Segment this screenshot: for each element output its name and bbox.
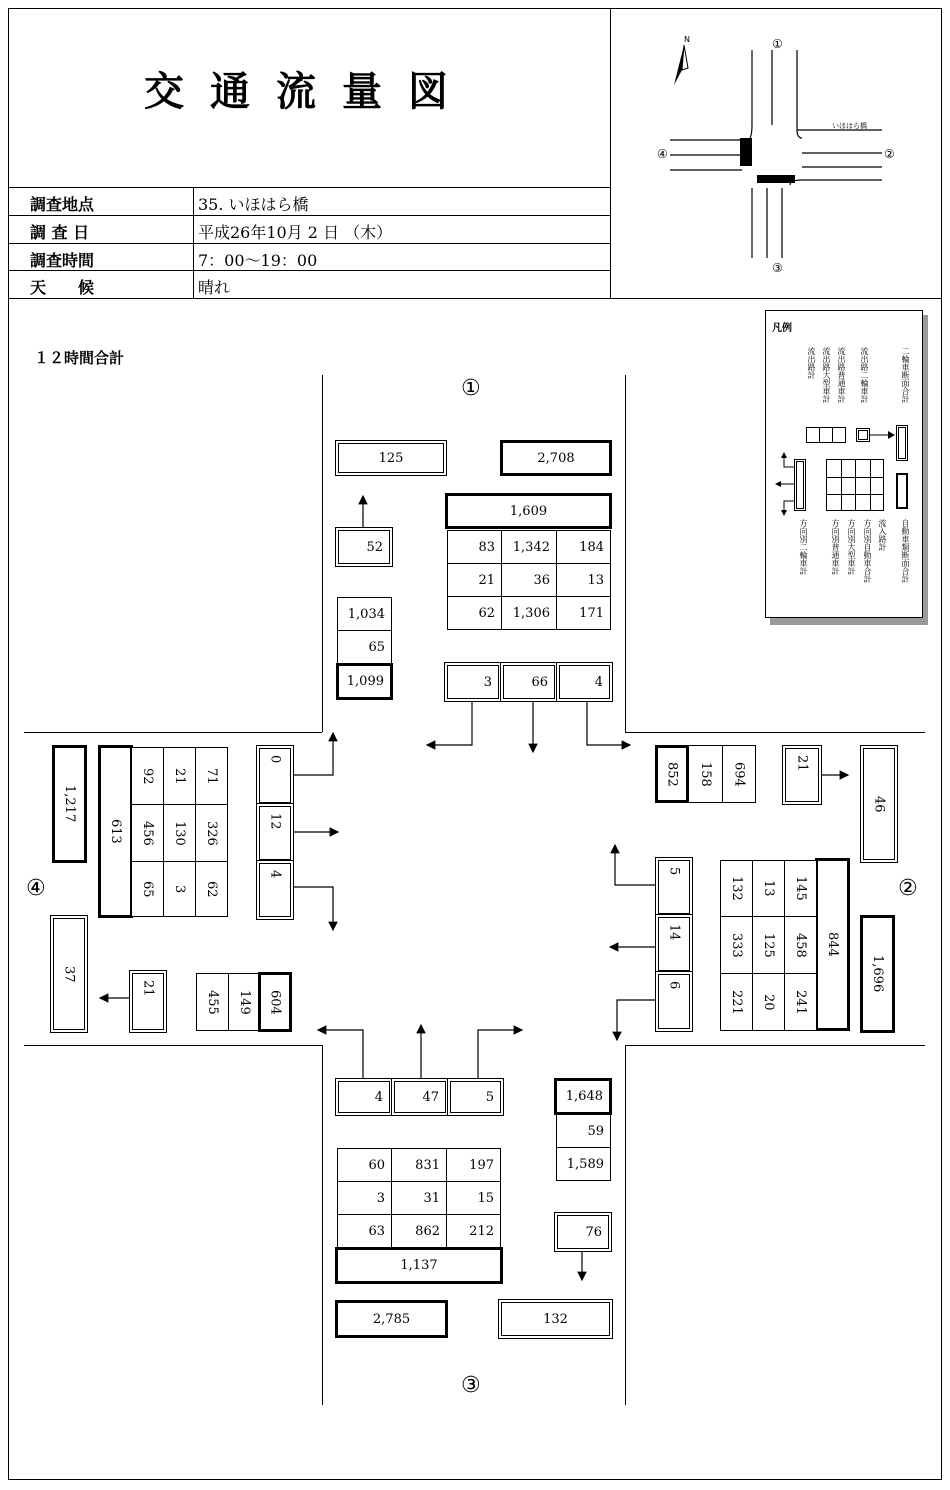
- a4-auto-section: 1,217: [52, 745, 87, 863]
- a1-in-total: 1,609: [445, 493, 612, 529]
- a3-dir-motorcycle: 47: [391, 1078, 449, 1116]
- a3-dir-motorcycle: 4: [335, 1078, 393, 1116]
- a2-out-large: 158: [688, 745, 723, 803]
- location-value: 35. いほはら橋: [198, 195, 309, 214]
- a3-out-motorcycle: 76: [554, 1212, 612, 1252]
- time-value: 7：00～19：00: [198, 251, 318, 270]
- a4-in-total: 613: [98, 745, 133, 918]
- a3-dir-regular: 862: [391, 1214, 447, 1248]
- a2-auto-section: 1,696: [860, 915, 895, 1033]
- a2-dir-auto: 333: [720, 916, 753, 974]
- north-label: N: [684, 35, 690, 44]
- header-bottom-rule: [8, 298, 942, 299]
- info-rule-1: [8, 187, 610, 188]
- a4-motorcycle-section: 37: [50, 915, 88, 1033]
- location-map: [612, 10, 940, 296]
- a4-dir-auto: 456: [131, 804, 164, 862]
- a1-out-motorcycle: 52: [335, 527, 393, 567]
- a3-dir-large: 31: [391, 1181, 447, 1215]
- approach-1-label: ①: [461, 376, 481, 401]
- road-edge: [625, 375, 626, 732]
- map-approach-1: ①: [772, 37, 783, 51]
- a3-out-large: 59: [556, 1114, 611, 1148]
- a3-dir-regular: 63: [337, 1214, 392, 1248]
- a1-dir-auto: 1,342: [501, 530, 557, 564]
- a4-dir-regular: 326: [195, 804, 228, 862]
- road-edge: [625, 1045, 626, 1405]
- legend-out-motorcycle: 流出路二輪車計: [860, 347, 869, 403]
- a4-dir-motorcycle: 0: [256, 745, 294, 806]
- map-approach-3: ③: [772, 261, 783, 275]
- north-arrow-icon: [674, 35, 690, 85]
- a4-dir-motorcycle: 4: [256, 860, 294, 920]
- a2-out-total: 852: [655, 745, 689, 803]
- a1-dir-large: 21: [447, 563, 502, 597]
- a2-dir-large: 13: [752, 860, 785, 917]
- a2-dir-auto: 132: [720, 860, 753, 917]
- a2-dir-regular: 145: [784, 860, 817, 917]
- a2-dir-regular: 241: [784, 973, 817, 1031]
- a1-dir-regular: 1,306: [501, 596, 557, 630]
- weather-value: 晴れ: [198, 278, 231, 297]
- a4-dir-auto: 92: [131, 747, 164, 805]
- a2-dir-large: 20: [752, 973, 785, 1031]
- header-divider: [610, 8, 611, 298]
- legend-out-boxes: [806, 427, 846, 443]
- a2-dir-auto: 221: [720, 973, 753, 1031]
- date-label: 調 査 日: [30, 223, 90, 242]
- road-edge: [24, 732, 322, 733]
- period-label: １２時間合計: [34, 349, 125, 367]
- a2-dir-motorcycle: 14: [655, 914, 693, 974]
- time-label: 調査時間: [30, 251, 95, 270]
- a1-motorcycle-section: 125: [335, 440, 447, 476]
- a3-motorcycle-section: 132: [498, 1299, 613, 1339]
- road-edge: [322, 375, 323, 732]
- legend-in-total: 流入路計: [878, 519, 887, 551]
- road-edge: [625, 1045, 925, 1046]
- info-rule-2: [8, 215, 610, 216]
- a1-dir-regular: 171: [556, 596, 611, 630]
- a3-dir-auto: 60: [337, 1148, 392, 1182]
- legend-out-total: 流出路計: [807, 347, 816, 379]
- approach-2-label: ②: [898, 876, 918, 901]
- a2-dir-large: 125: [752, 916, 785, 974]
- legend-dir-motorcycle: 方向別二輪車計: [799, 519, 808, 575]
- a4-dir-large: 21: [163, 747, 196, 805]
- a1-dir-large: 36: [501, 563, 557, 597]
- a4-dir-regular: 71: [195, 747, 228, 805]
- date-value: 平成26年10月 2 日 （木）: [198, 223, 393, 242]
- a4-out-total: 604: [258, 972, 292, 1032]
- a1-auto-section: 2,708: [500, 440, 612, 476]
- crosswalk-south: [757, 175, 795, 183]
- legend-dir-auto: 方向別自動車合計: [863, 519, 872, 583]
- legend-direction-grid: [826, 459, 884, 511]
- a1-dir-motorcycle: 66: [500, 662, 558, 702]
- a4-dir-motorcycle: 12: [256, 803, 294, 863]
- map-approach-2: ②: [884, 147, 895, 161]
- legend-out-regular: 流出路普通車計: [837, 347, 846, 403]
- a1-dir-regular: 62: [447, 596, 502, 630]
- crosswalk-west: [740, 138, 752, 166]
- legend-auto-section-box: [896, 473, 908, 509]
- a3-dir-large: 3: [337, 1181, 392, 1215]
- a1-dir-auto: 83: [447, 530, 502, 564]
- legend-dir-regular: 方向別普通車計: [831, 519, 840, 575]
- legend-title: 凡例: [772, 323, 792, 334]
- road-edge: [625, 732, 925, 733]
- a1-dir-auto: 184: [556, 530, 611, 564]
- a2-dir-motorcycle: 6: [655, 971, 693, 1032]
- a4-out-large: 149: [228, 973, 261, 1031]
- a4-out-regular: 455: [196, 973, 229, 1031]
- a3-out-regular: 1,589: [556, 1147, 611, 1181]
- approach-4-label: ④: [26, 876, 46, 901]
- a4-dir-regular: 62: [195, 861, 228, 917]
- a3-dir-auto: 197: [446, 1148, 501, 1182]
- a1-out-large: 65: [337, 630, 392, 664]
- a4-out-motorcycle: 21: [129, 970, 167, 1033]
- a2-in-total: 844: [815, 858, 850, 1031]
- a2-dir-regular: 458: [784, 916, 817, 974]
- map-approach-4: ④: [657, 147, 668, 161]
- a2-dir-motorcycle: 5: [655, 857, 693, 917]
- road-edge: [24, 1045, 322, 1046]
- road-edge: [322, 1045, 323, 1405]
- legend-motorcycle-section: 二輪車断面合計: [901, 347, 910, 403]
- a3-dir-regular: 212: [446, 1214, 501, 1248]
- legend-auto-section: 自動車類断面合計: [901, 519, 910, 583]
- a1-dir-large: 13: [556, 563, 611, 597]
- legend-out-large: 流出路大型車計: [822, 347, 831, 403]
- a3-auto-section: 2,785: [335, 1300, 448, 1338]
- legend-motorcycle-section-box: [896, 425, 908, 461]
- a3-out-total: 1,648: [554, 1078, 612, 1115]
- a2-out-regular: 694: [722, 745, 756, 803]
- a4-dir-large: 130: [163, 804, 196, 862]
- bridge-label: いほはら橋: [832, 122, 867, 130]
- weather-label: 天 候: [30, 278, 95, 297]
- a1-dir-motorcycle: 3: [444, 662, 502, 702]
- page-title: 交通流量図: [144, 68, 474, 115]
- info-col-rule: [193, 187, 194, 298]
- a1-out-total: 1,099: [336, 663, 393, 700]
- a4-dir-large: 3: [163, 861, 196, 917]
- a2-out-motorcycle: 21: [782, 745, 822, 805]
- a2-motorcycle-section: 46: [860, 745, 898, 863]
- location-label: 調査地点: [30, 195, 95, 214]
- a3-dir-motorcycle: 5: [447, 1078, 504, 1116]
- a3-dir-large: 15: [446, 1181, 501, 1215]
- info-rule-3: [8, 243, 610, 244]
- a4-dir-auto: 65: [131, 861, 164, 917]
- approach-3-label: ③: [461, 1373, 481, 1398]
- a1-out-regular: 1,034: [337, 597, 392, 631]
- legend-dir-large: 方向別大型車計: [847, 519, 856, 575]
- a3-dir-auto: 831: [391, 1148, 447, 1182]
- a3-in-total: 1,137: [335, 1247, 503, 1284]
- a1-dir-motorcycle: 4: [556, 662, 613, 702]
- legend-arrows-icon: [774, 449, 804, 519]
- legend-out-arrow-icon: [870, 429, 896, 441]
- legend-box: [765, 310, 923, 618]
- legend-out-motorcycle-box: [856, 428, 870, 442]
